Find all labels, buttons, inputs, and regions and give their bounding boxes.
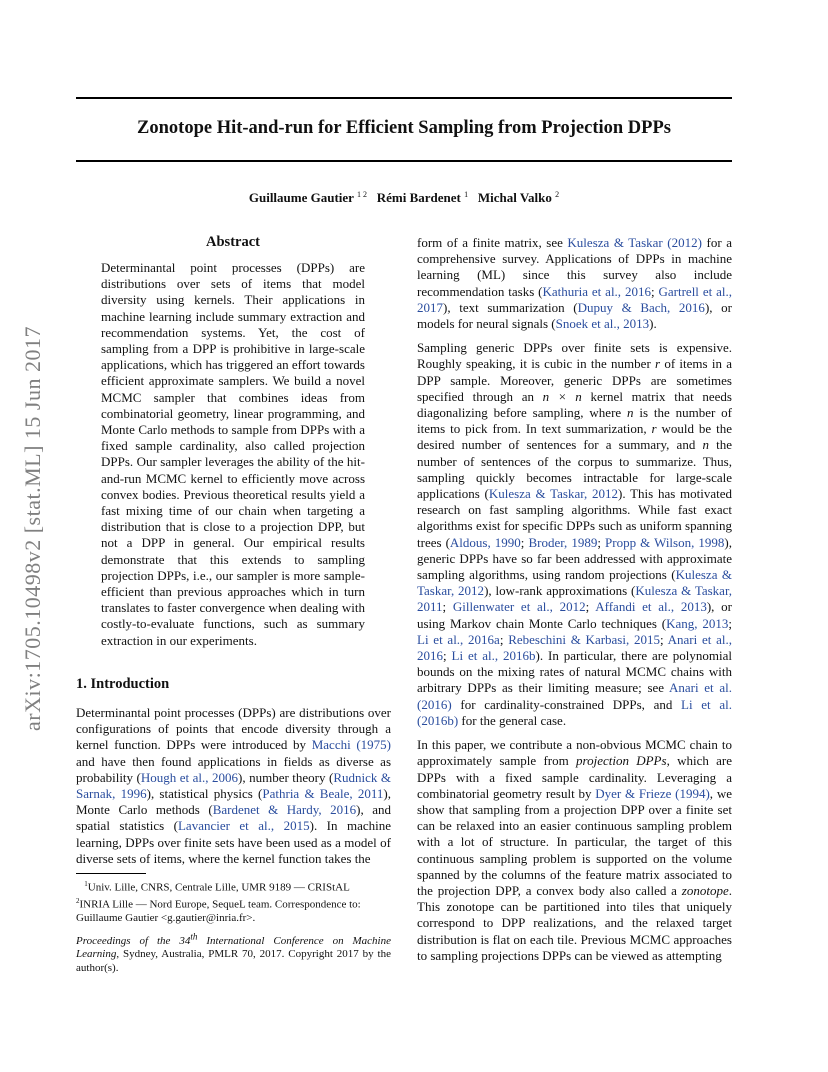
emphasis: projection DPPs: [576, 753, 667, 769]
citation-link[interactable]: Dyer & Frieze (1994): [595, 785, 710, 801]
citation-link[interactable]: Lavancier et al., 2015: [177, 818, 310, 834]
paragraph: [417, 235, 732, 332]
proceedings-text: International Conference on Machine Learning: [76, 934, 391, 961]
text-run: ). In particular, there are polynomial bounds on the mixing rates of natural MCMC chains with arbitrary DPPs as their limiting measure; see: [417, 648, 732, 696]
math-variable: n: [627, 405, 634, 421]
text-run: ;: [520, 534, 529, 550]
text-run: would be the desired number of sentences for a summary, and: [417, 421, 732, 453]
title-rule-top: [76, 97, 732, 99]
text-run: , we show that sampling from a projection DPP over a finite set can be relaxed into an easier continuous sampling problem with a lot of structure. In particular, the target of this continuous sampling problem is supported on the volume spanned by the columns of the feature matrix associated to the projection DPP, a convex body also called a: [417, 785, 732, 898]
citation-link[interactable]: Gartrell et al., 2017: [417, 283, 732, 315]
text-run: ;: [650, 283, 659, 299]
text-run: ;: [499, 631, 509, 647]
text-run: ;: [443, 648, 452, 664]
citation-link[interactable]: Macchi (1975): [311, 737, 392, 753]
author-affiliation: 1: [464, 190, 469, 199]
citation-link[interactable]: Anari et al. (2016): [417, 680, 732, 712]
citation-link[interactable]: Gillenwater et al., 2012: [452, 599, 586, 615]
text-run: ), generic DPPs have so far been addressed with approximate sampling algorithms, using random projections (: [417, 534, 732, 583]
paragraph: [417, 737, 732, 964]
text-run: Determinantal point processes (DPPs) are distributions over configurations of points that encode diversity through a kernel function. DPPs were introduced by: [76, 705, 391, 753]
text-run: ). In machine learning, DPPs over finite sets have been used as a model of diverse sets of items, where the kernel function takes the: [76, 818, 391, 866]
text-run: Sampling generic DPPs over finite sets is expensive. Roughly speaking, it is cubic in the number: [417, 340, 732, 372]
citation-link[interactable]: Li et al., 2016b: [451, 648, 536, 664]
text-run: ;: [585, 599, 596, 615]
citation-link[interactable]: Rudnick & Sarnak, 1996: [76, 769, 391, 802]
citation-link[interactable]: Snoek et al., 2013: [555, 316, 650, 332]
author-name: Rémi Bardenet: [376, 190, 461, 205]
citation-link[interactable]: Pathria & Beale, 2011: [262, 786, 384, 802]
text-run: for the general case.: [458, 712, 567, 728]
text-run: ), or models for neural signals (: [417, 299, 732, 332]
author-list: [76, 190, 732, 206]
author-affiliation: 1 2: [356, 190, 367, 199]
proceedings-note: [76, 930, 391, 975]
math-variable: r: [651, 421, 657, 437]
citation-link[interactable]: Rebeschini & Karbasi, 2015: [508, 631, 660, 647]
text-run: . This zonotope can be partitioned into tiles that uniquely correspond to DPP realizations, and the relaxed target distribution is flat on each tile. Previous MCMC approaches to sampling projections DPPs can be viewed as attempting: [417, 882, 732, 963]
author-affiliation: 2: [555, 190, 560, 199]
citation-link[interactable]: Affandi et al., 2013: [595, 599, 707, 615]
text-run: ), text summarization (: [443, 299, 578, 315]
title-rule-bottom: [76, 160, 732, 162]
text-run: In this paper, we contribute a non-obvious MCMC chain to approximately sample from: [417, 737, 732, 769]
intro-paragraph: [76, 705, 391, 867]
author-name: Guillaume Gautier: [248, 190, 354, 205]
text-run: and have then found applications in fields as diverse as probability (: [76, 753, 391, 785]
citation-link[interactable]: Li et al. (2016b): [417, 696, 732, 728]
citation-link[interactable]: Bardenet & Hardy, 2016: [212, 802, 357, 818]
author-name: Michal Valko: [477, 190, 552, 205]
text-run: form of a finite matrix, see: [417, 235, 568, 250]
text-run: ;: [728, 615, 732, 631]
emphasis: zonotope: [681, 882, 729, 898]
citation-link[interactable]: Propp & Wilson, 1998: [605, 534, 725, 550]
text-run: ), statistical physics (: [146, 786, 263, 802]
text-run: ), low-rank approximations (: [484, 583, 636, 599]
citation-link[interactable]: Kulesza & Taskar, 2011: [417, 583, 733, 615]
citation-link[interactable]: Kathuria et al., 2016: [542, 283, 651, 299]
footnote-2: [76, 895, 391, 926]
arxiv-identifier: arXiv:1705.10498v2 [stat.ML] 15 Jun 2017: [20, 326, 45, 732]
text-run: ).: [649, 316, 657, 332]
text-run: of items in a DPP sample. Moreover, generic DPPs are sometimes specified through an: [417, 356, 732, 404]
citation-link[interactable]: Anari et al., 2016: [417, 631, 732, 664]
text-run: ), and spatial statistics (: [76, 802, 391, 834]
text-run: , which are DPPs with a fixed sample cardinality. Leveraging a combinatorial geometry result by: [417, 753, 732, 801]
footnote-text: Univ. Lille, CNRS, Centrale Lille, UMR 9189 — CRIStAL: [87, 881, 350, 894]
abstract-heading: Abstract: [206, 234, 260, 250]
math-variable: r: [655, 356, 661, 372]
paragraph: [417, 340, 732, 729]
citation-link[interactable]: Kang, 2013: [666, 615, 729, 631]
text-run: the number of sentences of the corpus to summarize. Thus, sampling quickly becomes intractable for large-scale applications (: [417, 437, 732, 502]
citation-link[interactable]: Hough et al., 2006: [140, 769, 239, 785]
text-run: ), number theory (: [238, 769, 334, 785]
text-run: ), Monte Carlo methods (: [76, 786, 392, 818]
footnote-marker: 2: [76, 897, 80, 906]
text-run: for cardinality-constrained DPPs, and: [451, 696, 682, 712]
footnote-marker: 1: [84, 880, 88, 888]
text-run: ;: [597, 534, 606, 550]
text-run: ;: [659, 631, 668, 647]
footnote-rule: [76, 873, 146, 874]
abstract-text: Determinantal point processes (DPPs) are distributions over sets of items that model diversity using kernels. Their applications in machine learning include summary extraction and recommendation systems. Yet, the cost of sampling from a DPP is prohibitive in large-scale applications, which has triggered an effort towards efficient approximate samplers. We build a novel MCMC sampler that combines ideas from combinatorial geometry, linear programming, and Monte Carlo methods to sample from DPPs with a fixed sample cardinality, also called projection DPPs. Our sampler leverages the ability of the hit-and-run MCMC kernel to efficiently move across convex bodies. Previous theoretical results yield a fast mixing time of our chain when targeting a distribution that is close to a projection DPP, but not a DPP in general. Our empirical results demonstrate that this extends to sampling projection DPPs, i.e., our sampler is more sample-efficient than previous approaches which in turn translates to faster convergence when dealing with costly-to-evaluate functions, such as summary extraction in our experiments.: [101, 260, 365, 648]
math-variable: n × n: [542, 388, 582, 404]
citation-link[interactable]: Kulesza & Taskar, 2012: [417, 567, 732, 599]
text-run: ). This has motivated research on fast sampling algorithms. While fast exact algorithms exist for specific DPPs such as uniform spanning trees (: [417, 486, 733, 550]
footnote-1: [76, 878, 391, 895]
proceedings-sup: th: [190, 931, 198, 941]
math-variable: n: [702, 437, 709, 453]
right-column: [417, 235, 732, 972]
paper-title: Zonotope Hit-and-run for Efficient Sampling from Projection DPPs: [137, 118, 671, 138]
proceedings-text: , Sydney, Australia, PMLR 70, 2017. Copyright 2017 by the author(s).: [76, 948, 391, 974]
section-heading-introduction: 1. Introduction: [76, 676, 170, 692]
citation-link[interactable]: Broder, 1989: [528, 534, 598, 550]
citation-link[interactable]: Aldous, 1990: [449, 534, 521, 550]
text-run: kernel matrix that needs diagonalizing before sampling, where: [417, 388, 732, 421]
citation-link[interactable]: Li et al., 2016a: [417, 631, 500, 647]
text-run: for a comprehensive survey. Applications of DPPs in machine learning (ML) since this survey also include recommendation tasks (: [417, 235, 732, 299]
proceedings-text: Proceedings of the 34: [76, 934, 191, 947]
text-run: is the number of items to pick from. In text summarization,: [417, 405, 732, 437]
text-run: ;: [442, 599, 453, 615]
footnote-text: INRIA Lille — Nord Europe, SequeL team. Correspondence to: Guillaume Gautier <g.gautier@inria.fr>.: [76, 898, 361, 925]
text-run: ), or using Markov chain Monte Carlo techniques (: [417, 599, 732, 631]
footnotes: [76, 878, 391, 926]
citation-link[interactable]: Kulesza & Taskar (2012): [567, 235, 702, 250]
citation-link[interactable]: Kulesza & Taskar, 2012: [488, 486, 619, 502]
citation-link[interactable]: Dupuy & Bach, 2016: [577, 299, 705, 315]
